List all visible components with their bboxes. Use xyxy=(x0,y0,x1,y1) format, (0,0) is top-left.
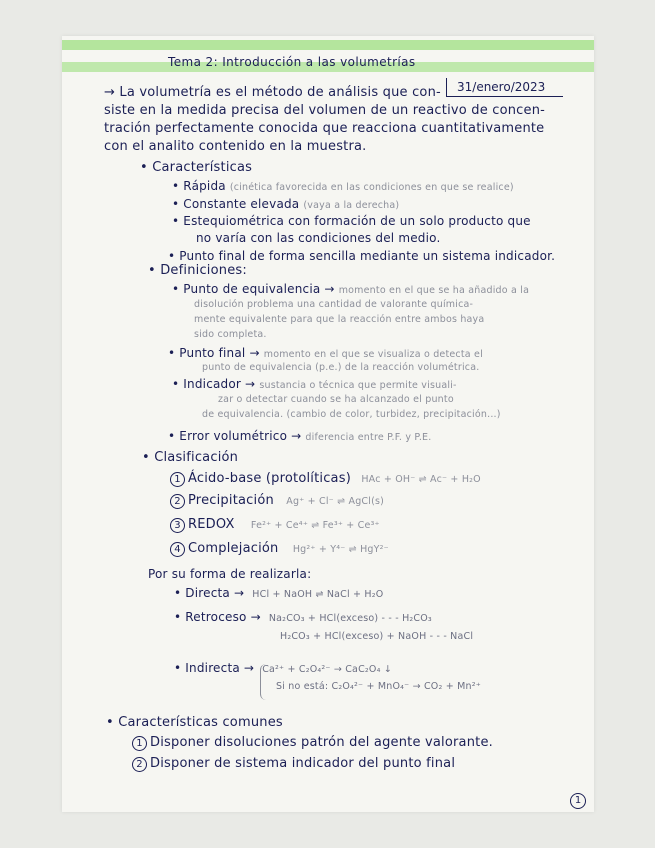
def-ind-line-2: zar o detectar cuando se ha alcanzado el punto xyxy=(218,394,454,405)
clasificacion-heading: • Clasificación xyxy=(142,450,239,465)
def-pf-line-2: punto de equivalencia (p.e.) de la reacción volumétrica. xyxy=(202,362,480,373)
def-punto-equivalencia: • Punto de equivalencia → momento en el que se ha añadido a la xyxy=(172,282,530,296)
def-pe-line-3: mente equivalente para que la reacción entre ambos haya xyxy=(194,314,485,325)
definiciones-heading: • Definiciones: xyxy=(148,263,247,278)
caract-item-constante: • Constante elevada (vaya a la derecha) xyxy=(172,197,400,211)
caract-item-punto-final: • Punto final de forma sencilla mediante un sistema indicador. xyxy=(168,249,556,263)
caracteristicas-heading: • Características xyxy=(140,160,253,175)
def-error-volumetrico: • Error volumétrico → diferencia entre P.F. y P.E. xyxy=(168,429,432,443)
notebook-page xyxy=(62,36,594,812)
clasif-item-3: 3 REDOX Fe²⁺ + Ce⁴⁺ ⇌ Fe³⁺ + Ce³⁺ xyxy=(170,518,380,533)
def-indicador: • Indicador → sustancia o técnica que permite visuali- xyxy=(172,377,457,391)
clasif-item-1: 1 Ácido-base (protolíticas) HAc + OH⁻ ⇌ Ac⁻ + H₂O xyxy=(170,472,481,487)
comunes-item-2: 2 Disponer de sistema indicador del punto final xyxy=(132,757,455,772)
forma-retroceso-eq2: H₂CO₃ + HCl(exceso) + NaOH - - - NaCl xyxy=(280,631,474,642)
forma-indirecta-eq2: Si no está: C₂O₄²⁻ + MnO₄⁻ → CO₂ + Mn²⁺ xyxy=(276,681,481,692)
def-punto-final: • Punto final → momento en el que se visualiza o detecta el xyxy=(168,346,483,360)
intro-line-4: con el analito contenido en la muestra. xyxy=(104,139,367,154)
caract-item-rapida: • Rápida (cinética favorecida en las condiciones en que se realice) xyxy=(172,179,514,193)
caract-item-esteq-cont: no varía con las condiciones del medio. xyxy=(196,231,441,245)
forma-indirecta: • Indirecta → Ca²⁺ + C₂O₄²⁻ → CaC₂O₄ ↓ xyxy=(174,661,392,675)
page-number: 1 xyxy=(570,793,586,809)
intro-line-3: tración perfectamente conocida que reacciona cuantitativamente xyxy=(104,121,545,136)
date-box xyxy=(446,78,563,97)
clasif-item-2: 2 Precipitación Ag⁺ + Cl⁻ ⇌ AgCl(s) xyxy=(170,494,384,509)
def-ind-line-3: de equivalencia. (cambio de color, turbidez, precipitación...) xyxy=(202,409,501,420)
highlight-top xyxy=(62,40,594,50)
date-text: 31/enero/2023 xyxy=(457,80,546,94)
page-title: Tema 2: Introducción a las volumetrías xyxy=(168,55,416,69)
clasif-item-4: 4 Complejación Hg²⁺ + Y⁴⁻ ⇌ HgY²⁻ xyxy=(170,542,389,557)
intro-line-1: → La volumetría es el método de análisis que con- xyxy=(104,85,441,100)
caract-item-esteq: • Estequiométrica con formación de un solo producto que xyxy=(172,214,531,228)
def-pe-line-2: disolución problema una cantidad de valorante química- xyxy=(194,299,474,310)
indirecta-bracket xyxy=(260,664,269,700)
comunes-heading: • Características comunes xyxy=(106,715,283,730)
intro-line-2: siste en la medida precisa del volumen de un reactivo de concen- xyxy=(104,103,546,118)
forma-directa: • Directa → HCl + NaOH ⇌ NaCl + H₂O xyxy=(174,586,384,600)
forma-heading: Por su forma de realizarla: xyxy=(148,567,312,581)
forma-retroceso: • Retroceso → Na₂CO₃ + HCl(exceso) - - - H₂CO₃ xyxy=(174,610,432,624)
comunes-item-1: 1 Disponer disoluciones patrón del agente valorante. xyxy=(132,736,493,751)
def-pe-line-4: sido completa. xyxy=(194,329,267,340)
